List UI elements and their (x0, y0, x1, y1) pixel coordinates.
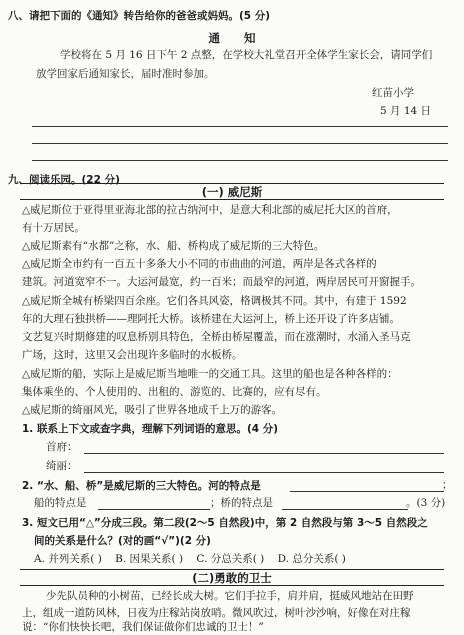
passage1-p5a: △威尼斯的船，实际上是威尼斯当地唯一的交通工具。这里的船也是各种各样的： (22, 368, 398, 380)
passage1-p4a: △威尼斯全城有桥梁四百余座。它们各具风姿，格调极其不同。其中，有建于 1592 (22, 295, 407, 307)
subq2-line1: 2. “水、船、桥”是威尼斯的三大特色。河的特点是 (22, 480, 261, 492)
passage1-p4c: 文艺复兴时期修建的叹息桥别具特色，全桥由桥屋覆盖，而在涨潮时，水涌入圣马克 (22, 331, 411, 343)
subq1-answer-line-2[interactable] (84, 472, 444, 473)
subq3-line1: 3. 短文已用“△”分成三段。第二段(2～5 自然段)中，第 2 自然段与第 3～5 自然段之 (22, 517, 428, 529)
section2-title: (二)勇敢的卫士 (192, 571, 272, 585)
subq3-line2: 间的关系是什么？(对的画“√”)(2 分) (34, 535, 211, 547)
notice-signature: 红苗小学 (372, 87, 414, 99)
section1-title: (一) 威尼斯 (201, 185, 263, 199)
subq2-score: 。(3 分) (406, 497, 446, 509)
subq3-option-b[interactable]: B. 因果关系( ) (115, 553, 184, 565)
passage1-p5b: 集体乘坐的、个人使用的、出租的、游览的、比赛的，应有尽有。 (22, 386, 327, 398)
subq3-option-c[interactable]: C. 分总关系( ) (196, 553, 265, 565)
subq2-answer-boat[interactable] (98, 509, 210, 510)
subq1-word1: 首府： (46, 441, 78, 453)
passage2-p1b: 上，组成一道防风林，日夜为庄稼站岗放哨。微风吹过，树叶沙沙响，好像在对庄稼 (22, 607, 411, 619)
subq2-line2b: ；桥的特点是 (210, 497, 273, 509)
answer-line-3[interactable] (32, 160, 448, 161)
notice-date: 5 月 14 日 (380, 105, 432, 117)
subq3-option-a[interactable]: A. 并列关系( ) (34, 553, 102, 565)
subq2-answer-river[interactable] (290, 491, 444, 492)
passage1-p4d: 广场，这时，这里又会出现许多临时的水板桥。 (22, 349, 243, 361)
answer-line-2[interactable] (32, 143, 448, 144)
subq3-options (34, 552, 356, 566)
subq1-text: 1. 联系上下文或查字典，理解下列词语的意思。(4 分) (22, 423, 279, 435)
notice-line-2: 放学回家后通知家长，届时准时参加。 (36, 68, 215, 80)
notice-title: 通 知 (208, 31, 256, 45)
subq2-line2a: 船的特点是 (34, 497, 87, 509)
passage1-p6: △威尼斯的绮丽风光，吸引了世界各地成千上万的游客。 (22, 404, 283, 416)
subq2-answer-bridge[interactable] (282, 509, 408, 510)
passage1-p4b: 年的大理石独拱桥——理阿托大桥。该桥建在大运河上，桥上还开设了许多店铺。 (22, 313, 400, 325)
passage1-p2: △威尼斯素有“水都”之称，水、船、桥构成了威尼斯的三大特色。 (22, 240, 325, 252)
passage1-p3b: 建筑。河道宽窄不一。大运河最宽，约一百米；而最窄的河道，两岸居民可开窗握手。 (22, 276, 421, 288)
q9-heading: 九、阅读乐园。(22 分) (8, 174, 120, 186)
q8-heading: 八、请把下面的《通知》转告给你的爸爸或妈妈。(5 分) (8, 10, 271, 22)
passage1-p1b: 有十万居民。 (22, 222, 85, 234)
passage2-p1c: 说：“你们快快长吧，我们保证做你们忠诚的卫士！” (22, 621, 264, 633)
passage1-p3a: △威尼斯全市约有一百五十多条大小不同的市曲曲的河道，两岸是各式各样的 (22, 258, 377, 270)
subq3-option-d[interactable]: D. 总分关系( ) (277, 553, 346, 565)
notice-line-1: 学校将在 5 月 16 日下午 2 点整，在学校大礼堂召开全体学生家长会，请同学们 (60, 49, 433, 61)
passage2-p1a: 少先队员种的小树苗，已经长成大树。它们手拉手，肩并肩，挺威风地站在田野 (46, 590, 414, 602)
subq1-answer-line-1[interactable] (84, 453, 444, 454)
answer-line-1[interactable] (32, 126, 448, 127)
subq1-word2: 绮丽： (46, 460, 78, 472)
passage1-p1a: △威尼斯位于亚得里亚海北部的拉古纳河中，是意大利北部的威尼托大区的首府， (22, 204, 398, 216)
worksheet-page: 八、请把下面的《通知》转告给你的爸爸或妈妈。(5 分) 通 知 学校将在 5 月 16 日下午 2 点整，在学校大礼堂召开全体学生家长会，请同学们 放学回家后通知家长，届时准时参加。 红苗小学 5 月 14 日 九、阅读乐园。(22 分) (一) 威尼斯 △威尼斯位于亚得里亚海北部的拉古纳河中，是意大利北部的威尼托大区的首府， 有十万居民。 △威尼斯素有“水都”之称，水、船、桥构成了威尼斯的三大特色。 △威尼斯全市约有一百五十多条大小不同的市曲曲的河道，两岸是各式各样的 建筑。河道宽窄不一。大运河最宽，约一百米；而最窄的河道，两岸居民可开窗握手。 △威尼斯全城有桥梁四百余座。它们各具风姿，格调极其不同。其中，有建于 1592 年的大理石独拱桥——理阿托大桥。该桥建在大运河上，桥上还开设了许多店铺。 文艺复兴时期修建的叹息桥别具特色，全桥由桥屋覆盖，而在涨潮时，水涌入圣马克 广场，这时，这里又会出现许多临时的水板桥。 △威尼斯的船，实际上是威尼斯当地唯一的交通工具。这里的船也是各种各样的： 集体乘坐的、个人使用的、出租的、游览的、比赛的，应有尽有。 △威尼斯的绮丽风光，吸引了世界各地成千上万的游客。 1. 联系上下文或查字典，理解下列词语的意思。(4 分) 首府： 绮丽： 2. “水、船、桥”是威尼斯的三大特色。河的特点是 ； 船的特点是 ；桥的特点是 。(3 分) 3. 短文已用“△”分成三段。第二段(2～5 自然段)中，第 2 自然段与第 3～5 自然段之 间的关系是什么？(对的画“√”)(2 分) A. 并列关系( ) B. 因果关系( ) C. 分总关系( ) D. 总分关系( ) (二)勇敢的卫士 少先队员种的小树苗，已经长成大树。它们手拉手，肩并肩，挺威风地站在田野 上，组成一道防风林，日夜为庄稼站岗放哨。微风吹过，树叶沙沙响，好像在对庄稼 说：“你们快快长吧，我们保证做你们忠诚的卫士！” (0, 0, 464, 635)
